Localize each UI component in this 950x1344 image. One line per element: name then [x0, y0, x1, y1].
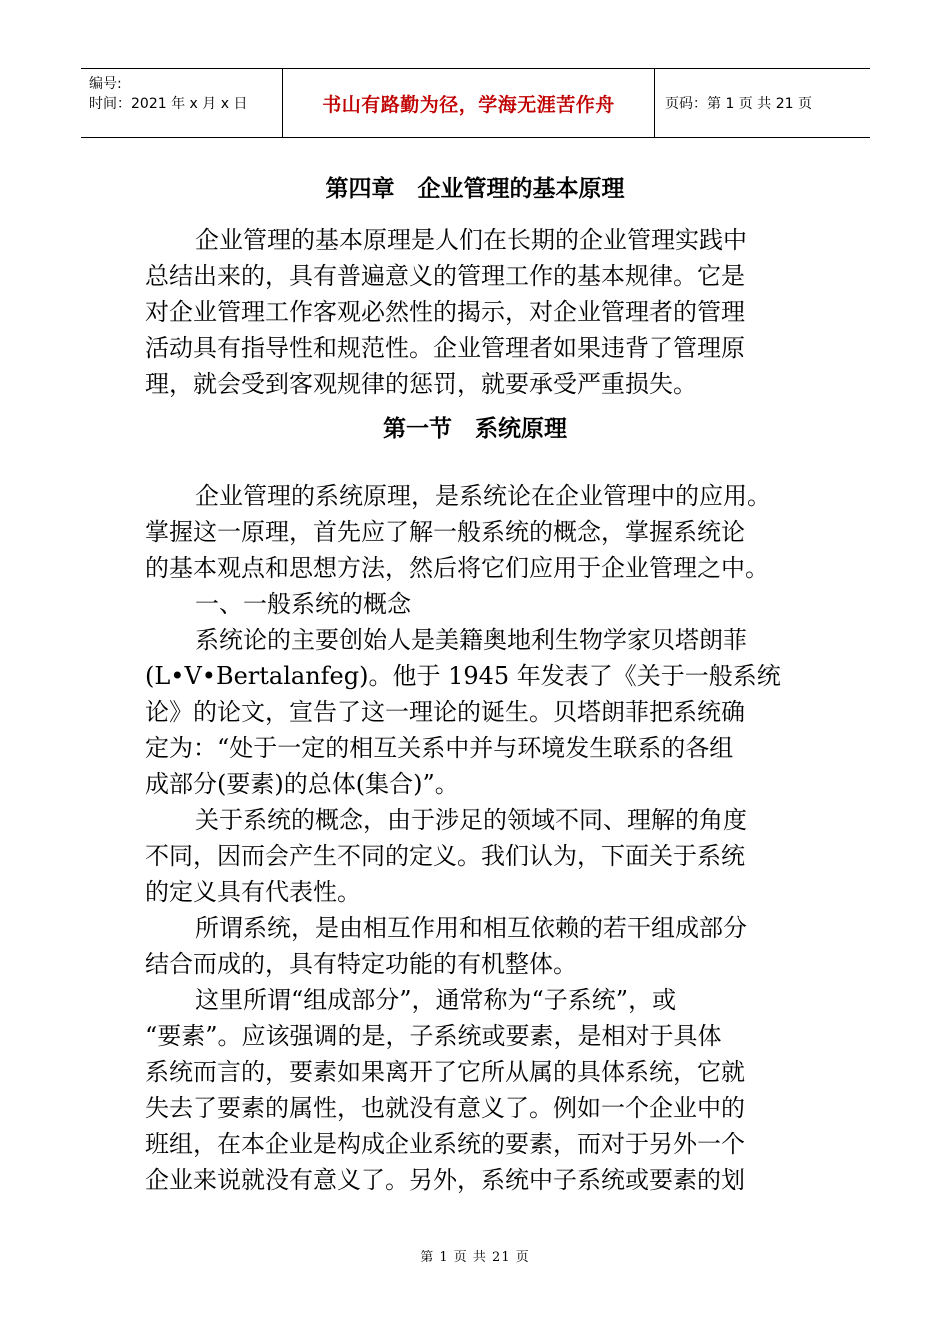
header-table — [81, 68, 870, 138]
header-motto-cell — [283, 69, 655, 137]
body-line: 定为：“处于一定的相互关系中并与环境发生联系的各组 — [145, 734, 734, 762]
body-line: “要素”。应该强调的是，子系统或要素，是相对于具体 — [145, 1022, 722, 1050]
body-line: 论》的论文，宣告了这一理论的诞生。贝塔朗菲把系统确 — [145, 698, 745, 726]
body-line: 的基本观点和思想方法，然后将它们应用于企业管理之中。 — [145, 554, 769, 582]
body-line: 这里所谓“组成部分”，通常称为“子系统”，或 — [195, 986, 677, 1014]
intro-line: 总结出来的，具有普遍意义的管理工作的基本规律。它是 — [145, 262, 745, 290]
header-meta-cell — [81, 69, 283, 137]
body-line: 企业来说就没有意义了。另外，系统中子系统或要素的划 — [145, 1166, 745, 1194]
body-line: 系统而言的，要素如果离开了它所从属的具体系统，它就 — [145, 1058, 745, 1086]
intro-line: 理，就会受到客观规律的惩罚，就要承受严重损失。 — [145, 370, 697, 398]
body-line: 的定义具有代表性。 — [145, 878, 361, 906]
time-label: 时间：2021 年 x 月 x 日 — [89, 96, 248, 112]
page-footer: 第 1 页 共 21 页 — [420, 1250, 530, 1265]
body-line: (L•V•Bertalanfeg)。他于 1945 年发表了《关于一般系统 — [145, 662, 781, 690]
body-line: 成部分(要素)的总体(集合)”。 — [145, 770, 459, 798]
header-page-cell — [655, 69, 870, 137]
body-line: 关于系统的概念，由于涉足的领域不同、理解的角度 — [195, 806, 747, 834]
body-line: 班组，在本企业是构成企业系统的要素，而对于另外一个 — [145, 1130, 745, 1158]
motto-text: 书山有路勤为径，学海无涯苦作舟 — [322, 93, 615, 116]
chapter-title: 第四章 企业管理的基本原理 — [325, 176, 625, 202]
intro-line: 活动具有指导性和规范性。企业管理者如果违背了管理原 — [145, 334, 745, 362]
body-line: 所谓系统，是由相互作用和相互依赖的若干组成部分 — [195, 914, 747, 942]
section-title: 第一节 系统原理 — [383, 416, 567, 442]
body-line: 企业管理的系统原理，是系统论在企业管理中的应用。 — [195, 482, 771, 510]
number-label: 编号: — [89, 76, 122, 92]
body-line: 结合而成的，具有特定功能的有机整体。 — [145, 950, 577, 978]
body-line: 掌握这一原理，首先应了解一般系统的概念，掌握系统论 — [145, 518, 745, 546]
page-label: 页码：第 1 页 共 21 页 — [665, 96, 812, 112]
subheading: 一、一般系统的概念 — [195, 590, 411, 618]
body-line: 系统论的主要创始人是美籍奥地利生物学家贝塔朗菲 — [195, 626, 747, 654]
body-line: 失去了要素的属性，也就没有意义了。例如一个企业中的 — [145, 1094, 745, 1122]
body-line: 不同，因而会产生不同的定义。我们认为，下面关于系统 — [145, 842, 745, 870]
intro-line: 企业管理的基本原理是人们在长期的企业管理实践中 — [195, 226, 747, 254]
intro-line: 对企业管理工作客观必然性的揭示，对企业管理者的管理 — [145, 298, 745, 326]
